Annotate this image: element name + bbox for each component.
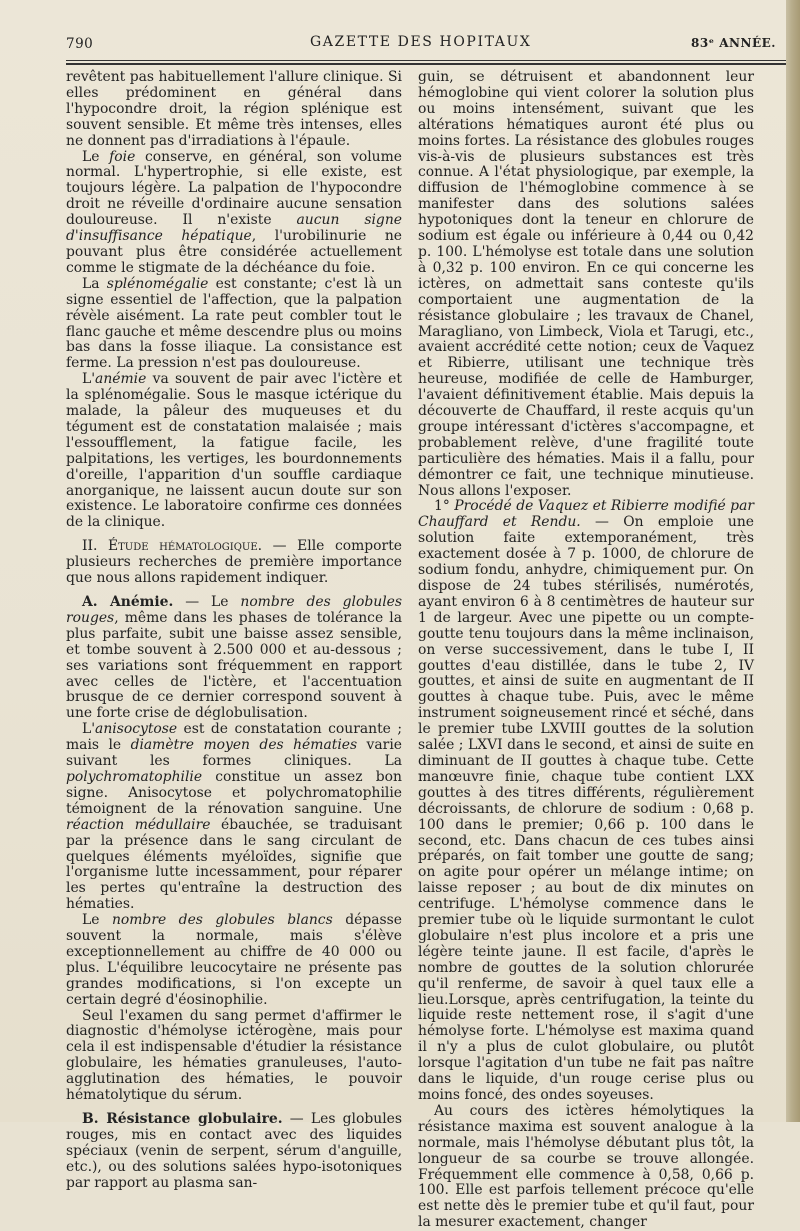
right-column: [418, 70, 754, 1231]
header-rule-thin: [66, 60, 786, 61]
paragraph-anisocytose: L'anisocytose est de constatation courante ; mais le diamètre moyen des hématies varie suivant les formes cliniques. La polychromatophilie constitue un assez bon signe. Anisocytose et polychromatophilie témoignent de la rénovation sanguine. Une réaction médullaire ébauchée, se traduisant par la présence dans le sang circulant de quelques éléments myéloïdes, signifie que l'organisme lutte incessamment, pour réparer les pertes qu'entraîne la destruction des hématies.: [66, 721, 402, 913]
paragraph: revêtent pas habituellement l'allure clinique. Si elles prédominent en général dans l'hypocondre droit, la région splénique est souvent sensible. Et même très intenses, elles ne donnent pas d'irradiations à l'épaule.: [66, 69, 402, 149]
paragraph: Seul l'examen du sang permet d'affirmer le diagnostic d'hémolyse ictérogène, mais pour cela il est indispensable d'étudier la résistance globulaire, les hématies granuleuses, l'auto-agglutination des hématies, le pouvoir hématolytique du sérum.: [66, 1007, 402, 1104]
page-edge: [786, 0, 800, 1122]
paragraph-splenomegalie: La splénomégalie est constante; c'est là un signe essentiel de l'affection, que la palpation révèle aisément. La rate peut combler tout le flanc gauche et même descendre plus ou moins bas dans la fosse iliaque. La consistance est ferme. La pression n'est pas douloureuse.: [66, 275, 402, 372]
subsection-anemie: A. Anémie. — Le nombre des globules rouges, même dans les phases de tolérance la plus parfaite, subit une baisse assez sensible, et tombe souvent à 2.500 000 et au-dessous ; ses variations sont fréquemment en rapport avec celles de l'ictère, et l'accentuation brusque de ce dernier correspond souvent à une forte crise de déglobulisation.: [66, 594, 402, 722]
section-heading-etude-hematologique: II. Étude hématologique. — Elle comporte plusieurs recherches de première importance que nous allons rapidement indiquer.: [66, 538, 402, 587]
year-label: 83ᵉ ANNÉE.: [691, 36, 776, 50]
left-column: [66, 70, 402, 1192]
paragraph-foie: Le foie conserve, en général, son volume normal. L'hypertrophie, si elle existe, est toujours légère. La palpation de l'hypocondre droit ne réveille d'ordinaire aucune sensation douloureuse. Il n'existe aucun signe d'insuffisance hépatique, l'urobilinurie ne pouvant plus être considérée actuellement comme le stigmate de la déchéance du foie.: [66, 148, 403, 276]
paragraph: Au cours des ictères hémolytiques la résistance maxima est souvent analogue à la normale, mais l'hémolyse débutant plus tôt, la longueur de sa courbe se trouve allongée. Fréquemment elle commence à 0,58, 0,66 p. 100. Elle est parfois tellement précoce qu'elle est nette dès le premier tube et qu'il faut, pour la mesurer exactement, changer: [418, 1102, 754, 1231]
header-rule-thick: [66, 63, 786, 65]
paragraph-anemie: L'anémie va souvent de pair avec l'ictère et la splénomégalie. Sous le masque ictérique du malade, la pâleur des muqueuses et du tégument est de constatation malaisée ; mais l'essoufflement, la fatigue facile, les palpitations, les vertiges, les bourdonnements d'oreille, l'apparition d'un souffle cardiaque anorganique, ne laissent aucun doute sur son existence. Le laboratoire confirme ces données de la clinique.: [66, 371, 402, 531]
paragraph-procede: 1° Procédé de Vaquez et Ribierre modifié par Chauffard et Rendu. — On emploie une solution faite extemporanément, très exactement dosée à 7 p. 1000, de chlorure de sodium fondu, anhydre, chimiquement pur. On dispose de 24 tubes stérilisés, numérotés, ayant environ 6 à 8 centimètres de hauteur sur 1 de largeur. Avec une pipette ou un compte-goutte tenu toujours dans la même inclinaison, on verse successivement, dans le tube I, II gouttes d'eau distillée, dans le tube 2, IV gouttes, et ainsi de suite en augmentant de II gouttes à chaque tube. Puis, avec le même instrument soigneusement rincé et séché, dans le premier tube LXVIII gouttes de la solution salée ; LXVI dans le second, et ainsi de suite en diminuant de II gouttes à chaque tube. Cette manœuvre finie, chaque tube contient LXX gouttes à des titres différents, régulièrement décroissants, de chlorure de sodium : 0,68 p. 100 dans le premier; 0,66 p. 100 dans le second, etc. Dans chacun de ces tubes ainsi préparés, on fait tomber une goutte de sang; on agite pour opérer un mélange intime; on laisse reposer ; au bout de dix minutes on centrifuge. L'hémolyse commence dans le premier tube où le liquide surmontant le culot globulaire n'est plus incolore et a pris une légère teinte jaune. Il est facile, d'après le nombre de gouttes de la solution chlorurée qu'il renferme, de savoir à quel taux elle a lieu.Lorsque, après centrifugation, la teinte du liquide reste nettement rose, il s'agit d'une hémolyse forte. L'hémolyse est maxima quand il n'y a plus de culot globulaire, ou plutôt lorsque l'agitation d'un tube ne fait pas naître dans le liquide, d'un rouge cerise plus ou moins foncé, des ondes soyeuses.: [418, 498, 754, 1103]
page-number: 790: [66, 36, 94, 52]
paragraph-globules-blancs: Le nombre des globules blancs dépasse souvent la normale, mais s'élève exceptionnellement au chiffre de 40 000 ou plus. L'équilibre leucocytaire ne présente pas grandes modifications, si l'on excepte un certain degré d'éosinophilie.: [66, 912, 402, 1008]
journal-title: GAZETTE DES HOPITAUX: [310, 34, 532, 50]
running-header: [66, 34, 786, 56]
paragraph: guin, se détruisent et abandonnent leur hémoglobine qui vient colorer la solution plus ou moins intensément, suivant que les altérations hématiques auront été plus ou moins fortes. La résistance des globules rouges vis-à-vis de plusieurs substances est très connue. A l'état physiologique, par exemple, la diffusion de l'hémoglobine commence à se manifester dans des solutions salées hypotoniques dont la teneur en chlorure de sodium est égale ou inférieure à 0,44 ou 0,42 p. 100. L'hémolyse est totale dans une solution à 0,32 p. 100 environ. En ce qui concerne les ictères, on admettait sans conteste qu'ils comportaient une augmentation de la résistance globulaire ; les travaux de Chanel, Maragliano, von Limbeck, Viola et Tarugi, etc., avaient accrédité cette notion; ceux de Vaquez et Ribierre, utilisant une technique très heureuse, modifiée de celle de Hamburger, l'avaient définitivement établie. Mais depuis la découverte de Chauffard, il reste acquis qu'un groupe intéressant d'ictères s'accompagne, et probablement relève, d'une fragilité toute particulière des hématies. Mais il a fallu, pour démontrer ce fait, une technique minutieuse. Nous allons l'exposer.: [418, 69, 754, 499]
subsection-resistance-globulaire: B. Résistance globulaire. — Les globules rouges, mis en contact avec des liquides spéciaux (venin de serpent, sérum d'anguille, etc.), ou des solutions salées hypo-isotoniques par rapport au plasma san-: [66, 1111, 402, 1191]
